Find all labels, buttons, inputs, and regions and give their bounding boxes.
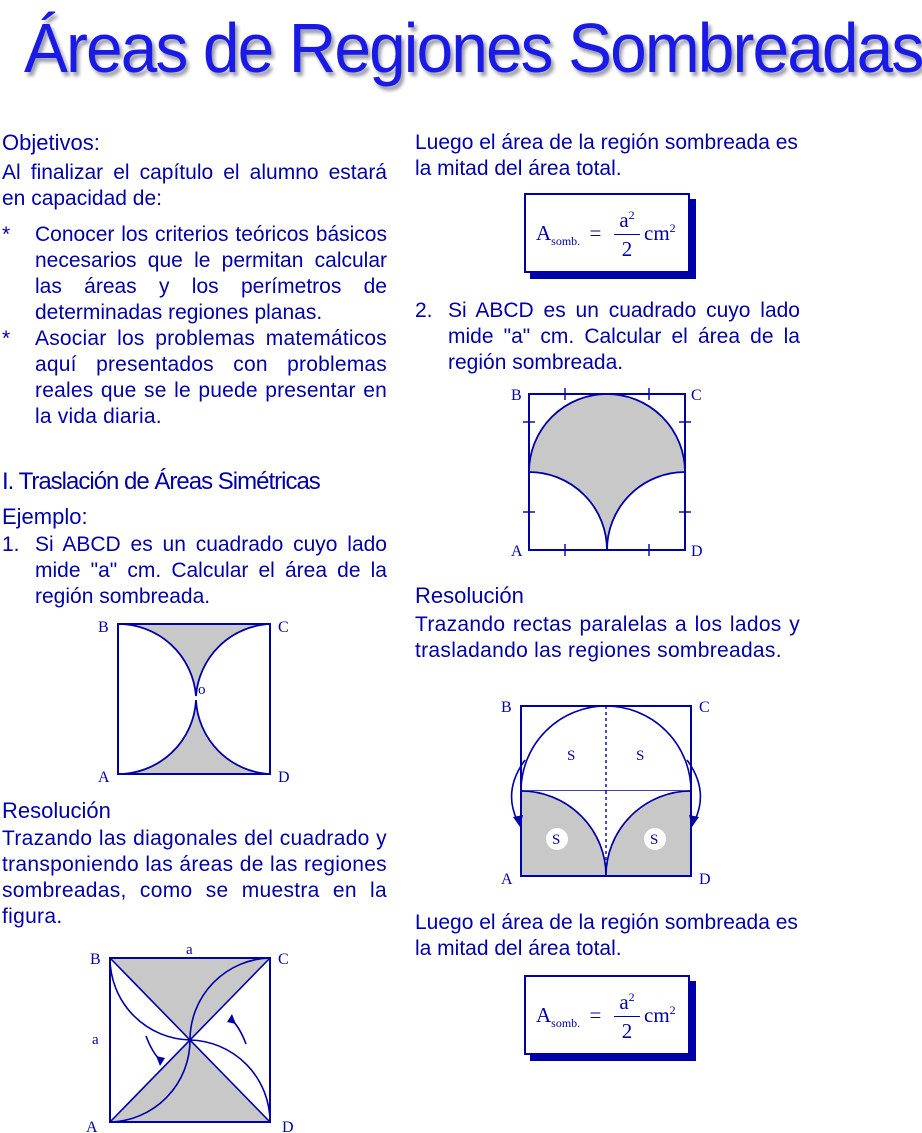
- bullet-text: Conocer los criterios teóricos básicos necesarios que le permitan calcular las áreas y los perímetros de determinadas regiones planas.: [35, 223, 387, 324]
- label-s: S: [636, 748, 645, 764]
- objectives-intro: Al finalizar el capítulo el alumno estará en capacidad de:: [2, 161, 387, 210]
- label-s: S: [552, 832, 561, 848]
- side-label-top: a: [186, 942, 193, 958]
- label-s: S: [650, 832, 659, 848]
- formula-equals: =: [589, 221, 602, 245]
- example-heading: Ejemplo:: [2, 504, 88, 529]
- formula-lhs: A: [536, 1003, 552, 1027]
- label-c: C: [278, 619, 289, 636]
- formula-unit: cm: [644, 1003, 670, 1027]
- bullet-marker: *: [2, 327, 11, 350]
- objectives-heading: Objetivos:: [2, 130, 100, 155]
- label-d: D: [278, 769, 290, 786]
- section-title: I. Traslación de Áreas Simétricas: [2, 468, 320, 495]
- label-o: o: [198, 682, 206, 698]
- label-a: A: [511, 543, 523, 560]
- formula-box-2: [524, 975, 690, 1055]
- formula-subscript: somb.: [551, 234, 581, 248]
- formula-unit-exp: 2: [669, 221, 676, 235]
- label-s: S: [567, 748, 576, 764]
- formula-lhs: A: [536, 221, 552, 245]
- resolution-text-2: Trazando rectas paralelas a los lados y trasladando las regiones sombreadas.: [415, 613, 800, 662]
- label-d: D: [699, 871, 711, 888]
- list-item: [2, 326, 387, 430]
- resolution-heading-2: Resolución: [415, 583, 524, 608]
- label-c: C: [691, 387, 702, 404]
- formula-denominator: 2: [621, 1019, 633, 1043]
- resolution-heading-1: Resolución: [2, 798, 111, 823]
- figure-4-translation: [495, 694, 725, 892]
- label-a: A: [86, 1119, 98, 1133]
- label-b: B: [90, 951, 101, 968]
- conclusion-text-1: Luego el área de la región sombreada es la mitad del área total.: [415, 131, 798, 180]
- label-d: D: [282, 1119, 294, 1133]
- resolution-text-1: Trazando las diagonales del cuadrado y transponiendo las áreas de las regiones sombreadas, como se muestra en la figura.: [2, 827, 387, 928]
- formula-subscript: somb.: [551, 1016, 581, 1030]
- formula-unit: cm: [644, 221, 670, 245]
- problem-text: Si ABCD es un cuadrado cuyo lado mide "a" cm. Calcular el área de la región sombreada.: [35, 533, 387, 608]
- formula-numerator: a: [619, 208, 629, 232]
- problem-text: Si ABCD es un cuadrado cuyo lado mide "a" cm. Calcular el área de la región sombreada.: [448, 299, 800, 374]
- problem-2: [415, 298, 800, 376]
- formula-denominator: 2: [621, 237, 633, 261]
- side-label-left: a: [92, 1032, 99, 1048]
- formula-numerator: a: [619, 990, 629, 1014]
- figure-2-diagonals: [80, 940, 310, 1133]
- formula-box-1: [524, 193, 690, 273]
- label-b: B: [98, 619, 109, 636]
- label-a: A: [501, 871, 513, 888]
- formula-unit-exp: 2: [669, 1003, 676, 1017]
- formula-equals: =: [589, 1003, 602, 1027]
- label-a: A: [98, 769, 110, 786]
- problem-number: 1.: [2, 533, 20, 556]
- label-c: C: [278, 951, 289, 968]
- formula-numerator-exp: 2: [628, 208, 635, 222]
- conclusion-text-2: Luego el área de la región sombreada es la mitad del área total.: [415, 911, 798, 960]
- label-d: D: [691, 543, 703, 560]
- label-c: C: [699, 699, 710, 716]
- list-item: [2, 222, 387, 326]
- problem-number: 2.: [415, 299, 433, 322]
- objectives-list: [2, 222, 387, 430]
- bullet-text: Asociar los problemas matemáticos aquí presentados con problemas reales que se le puede presentar en la vida diaria.: [35, 327, 387, 428]
- label-b: B: [511, 387, 522, 404]
- label-b: B: [501, 699, 512, 716]
- bullet-marker: *: [2, 223, 11, 246]
- page-title: Áreas de Regiones Sombreadas: [24, 9, 922, 87]
- problem-1: [2, 532, 387, 610]
- formula-numerator-exp: 2: [628, 990, 635, 1004]
- figure-1-square-s-curve: [90, 612, 300, 787]
- figure-3-arches: [505, 382, 715, 560]
